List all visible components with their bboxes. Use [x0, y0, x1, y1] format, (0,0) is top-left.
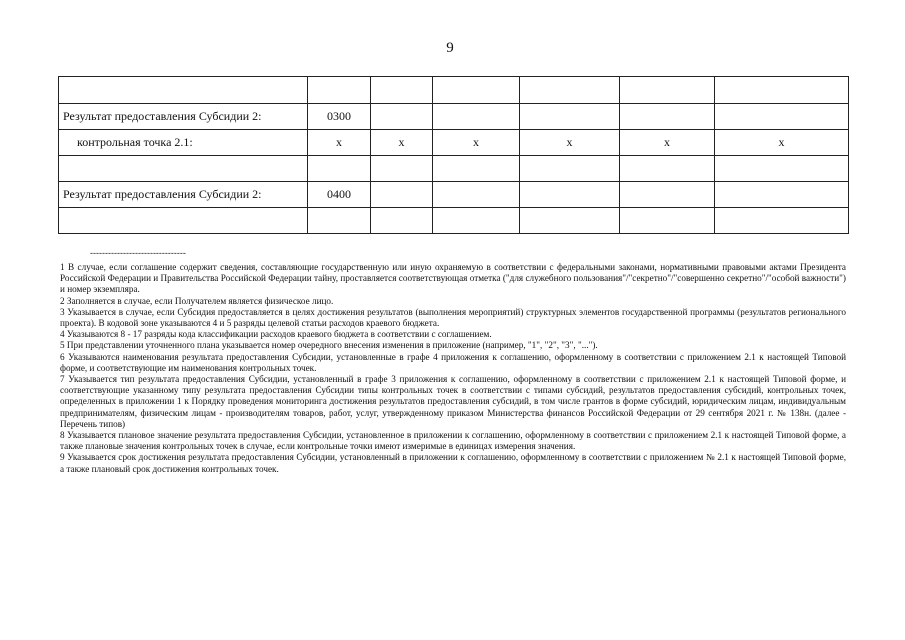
- table-cell: [520, 182, 620, 208]
- table-cell: [371, 156, 433, 182]
- table-row: [59, 77, 849, 104]
- table-cell: [715, 156, 849, 182]
- table-cell: [620, 182, 715, 208]
- table-cell: [715, 77, 849, 104]
- table-cell: [520, 156, 620, 182]
- footnote: 3 Указывается в случае, если Субсидия предоставляется в целях достижения результатов (выполнения мероприятий) структурных элементов государственной программы (результатов регионального проекта). В кодовой зоне указываются 4 и 5 разряды целевой статьи расходов краевого бюджета.: [60, 306, 846, 329]
- row-code: [308, 156, 371, 182]
- table-cell: [371, 182, 433, 208]
- footnote-separator: --------------------------------: [90, 248, 186, 258]
- row-code: 0300: [308, 104, 371, 130]
- table-cell: [433, 182, 520, 208]
- table-cell: [433, 156, 520, 182]
- table-cell: [520, 104, 620, 130]
- table-row: [59, 156, 849, 182]
- footnote: 5 При представлении уточненного плана указывается номер очередного внесения изменения в приложение (например, "1", "2", "3", "...").: [60, 340, 598, 351]
- table-cell: [620, 77, 715, 104]
- row-code: 0400: [308, 182, 371, 208]
- row-label: Результат предоставления Субсидии 2:: [59, 182, 308, 208]
- row-label: [59, 208, 308, 234]
- table-cell: x: [520, 130, 620, 156]
- footnote: 1 В случае, если соглашение содержит сведения, составляющие государственную или иную охраняемую в соответствии с федеральными законами, нормативными правовыми актами Президента Российской Федерации и Правительства Российской Федерации тайну, проставляется соответствующая отметка ("для служебного пользования"/"секретно"/"совершенно секретно"/"особой важности") и номер экземпляра.: [60, 262, 846, 295]
- table-cell: x: [715, 130, 849, 156]
- row-code: [308, 77, 371, 104]
- table-row: [59, 182, 849, 208]
- table-cell: x: [371, 130, 433, 156]
- table-cell: [371, 208, 433, 234]
- footnote: 2 Заполняется в случае, если Получателем является физическое лицо.: [60, 295, 334, 306]
- footnote: 6 Указываются наименования результата предоставления Субсидии, установленные в графе 4 приложения к соглашению, оформленному в соответствии с приложением 2.1 к настоящей Типовой форме, и соответствующие им наименования контрольных точек.: [60, 351, 846, 373]
- row-code: [308, 208, 371, 234]
- table-cell: [715, 208, 849, 234]
- table-cell: [520, 208, 620, 234]
- row-label: Результат предоставления Субсидии 2:: [59, 104, 308, 130]
- table-cell: [620, 104, 715, 130]
- table-cell: [520, 77, 620, 104]
- results-table: [58, 76, 849, 234]
- row-label: [59, 156, 308, 182]
- page-number: 9: [446, 40, 454, 56]
- table-cell: x: [433, 130, 520, 156]
- row-code: x: [308, 130, 371, 156]
- table-cell: [715, 104, 849, 130]
- table-cell: [715, 182, 849, 208]
- table-row: [59, 104, 849, 130]
- table-cell: [433, 104, 520, 130]
- footnotes: [60, 262, 846, 475]
- row-label: контрольная точка 2.1:: [59, 130, 308, 156]
- table-row: [59, 208, 849, 234]
- footnote: 8 Указывается плановое значение результата предоставления Субсидии, установленное в приложении к соглашению, оформленному в соответствии с приложением 2.1 к настоящей Типовой форме, а также плановые значения контрольных точек в случае, если контрольные точки имеют измеримые в единицах измерения значения.: [60, 430, 846, 452]
- table-cell: [371, 104, 433, 130]
- table-cell: [433, 77, 520, 104]
- footnote: 9 Указывается срок достижения результата предоставления Субсидии, установленный в приложении к соглашению, оформленному в соответствии с приложением № 2.1 к настоящей Типовой форме, а также плановый срок достижения контрольных точек.: [60, 452, 846, 474]
- table-cell: x: [620, 130, 715, 156]
- table-row: [59, 130, 849, 156]
- row-label: [59, 77, 308, 104]
- table-cell: [433, 208, 520, 234]
- footnote: 4 Указываются 8 - 17 разряды кода классификации расходов краевого бюджета в соответствии с соглашением.: [60, 329, 492, 340]
- table-cell: [620, 156, 715, 182]
- table-cell: [620, 208, 715, 234]
- table-cell: [371, 77, 433, 104]
- footnote: 7 Указывается тип результата предоставления Субсидии, установленный в графе 3 приложения к соглашению, оформленному в соответствии с приложением 2.1 к настоящей Типовой форме, и соответствующие указанному типу результата предоставления Субсидии типы контрольных точек в соответствии с типами субсидий, результатов предоставления субсидий, контрольных точек, определенных в приложении 1 к Порядку проведения мониторинга достижения результатов предоставления субсидий, в том числе грантов в форме субсидий, юридическим лицам, индивидуальным предпринимателям, физическим лицам - производителям товаров, работ, услуг, утвержденному приказом Министерства финансов Российской Федерации от 29 сентября 2021 г. № 138н. (далее - Перечень типов): [60, 374, 846, 429]
